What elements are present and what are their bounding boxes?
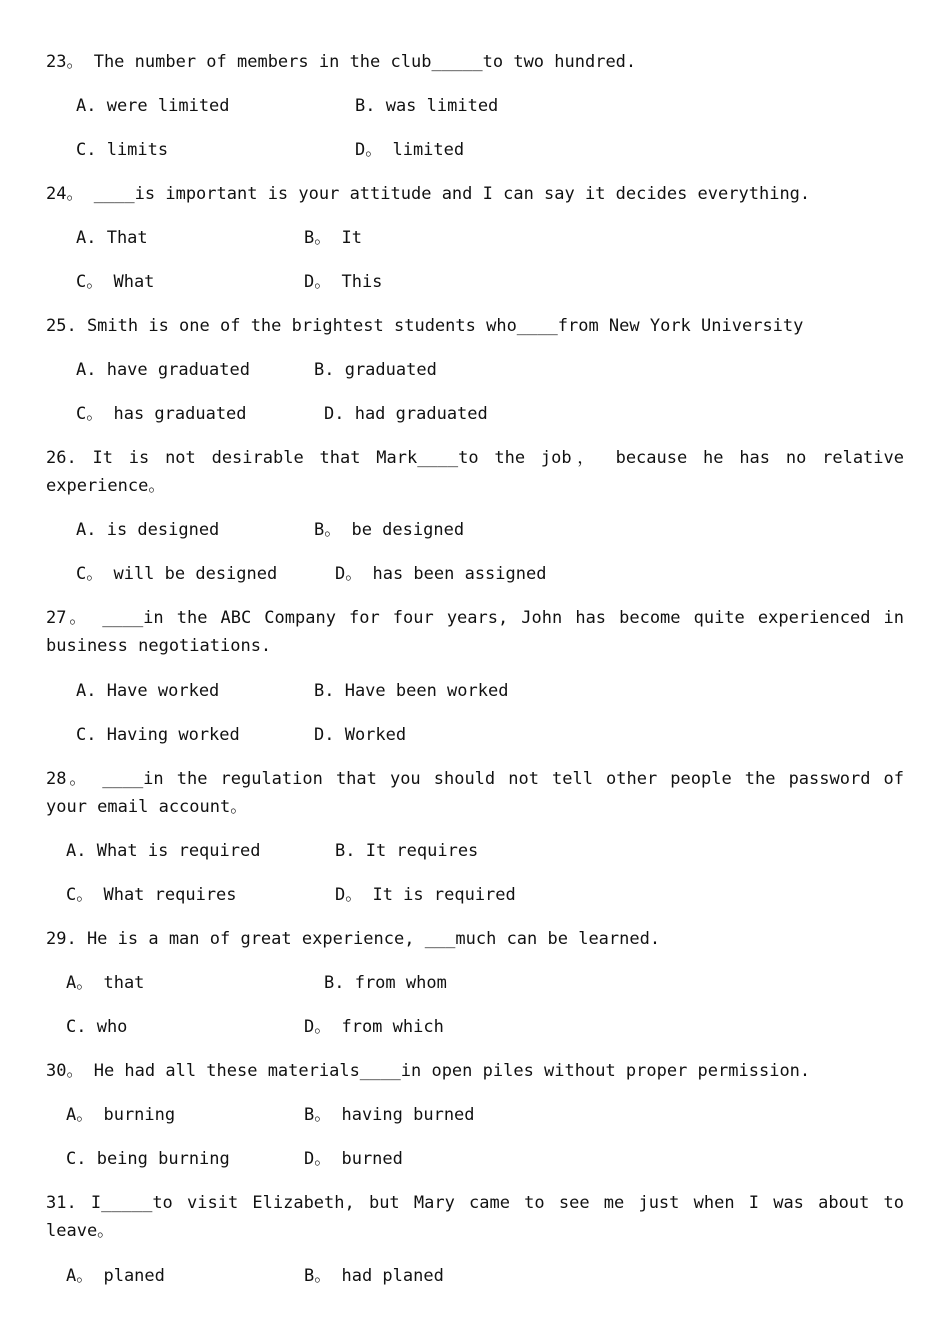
option-b: B. It requires <box>335 841 479 861</box>
option-b: B. Have been worked <box>314 681 509 701</box>
question-28: 28。 ____in the regulation that you should not tell other people the password of your email account。 <box>46 769 915 817</box>
question-23: 23。 The number of members in the club_____to two hundred. <box>46 52 637 72</box>
option-d: D. Worked <box>314 725 407 745</box>
option-b: B. from whom <box>324 973 447 993</box>
option-a: A。 planed <box>66 1266 165 1286</box>
option-b: B。 be designed <box>314 520 465 540</box>
option-a: A. is designed <box>76 520 220 540</box>
option-b: B。 It <box>304 228 362 248</box>
question-27: 27。 ____in the ABC Company for four years, John has become quite experienced in business negotiations. <box>46 608 915 656</box>
option-a: A. Have worked <box>76 681 220 701</box>
question-29: 29. He is a man of great experience, ___much can be learned. <box>46 929 661 949</box>
option-c: C. being burning <box>66 1149 230 1169</box>
option-a: A. What is required <box>66 841 261 861</box>
option-c: C。 will be designed <box>76 564 278 584</box>
option-a: A. were limited <box>76 96 230 116</box>
question-31: 31. I_____to visit Elizabeth, but Mary came to see me just when I was about to leave。 <box>46 1193 915 1241</box>
option-c: C. who <box>66 1017 128 1037</box>
question-25: 25. Smith is one of the brightest students who____from New York University <box>46 316 804 336</box>
question-26: 26. It is not desirable that Mark____to the job， because he has no relative experience。 <box>46 448 915 496</box>
option-d: D. had graduated <box>324 404 488 424</box>
option-d: D。 limited <box>355 140 465 160</box>
question-24: 24。 ____is important is your attitude and I can say it decides everything. <box>46 184 811 204</box>
option-a: A。 burning <box>66 1105 176 1125</box>
option-c: C. Having worked <box>76 725 240 745</box>
option-d: D。 has been assigned <box>335 564 547 584</box>
option-b: B。 having burned <box>304 1105 475 1125</box>
option-a: A. That <box>76 228 148 248</box>
option-c: C. limits <box>76 140 169 160</box>
option-b: B. graduated <box>314 360 437 380</box>
option-b: B。 had planed <box>304 1266 444 1286</box>
option-c: C。 has graduated <box>76 404 247 424</box>
option-c: C。 What <box>76 272 155 292</box>
option-d: D。 It is required <box>335 885 516 905</box>
question-30: 30。 He had all these materials____in open piles without proper permission. <box>46 1061 811 1081</box>
option-d: D。 from which <box>304 1017 444 1037</box>
option-d: D。 This <box>304 272 383 292</box>
option-d: D。 burned <box>304 1149 403 1169</box>
option-c: C。 What requires <box>66 885 237 905</box>
option-a: A. have graduated <box>76 360 250 380</box>
option-b: B. was limited <box>355 96 499 116</box>
option-a: A。 that <box>66 973 145 993</box>
